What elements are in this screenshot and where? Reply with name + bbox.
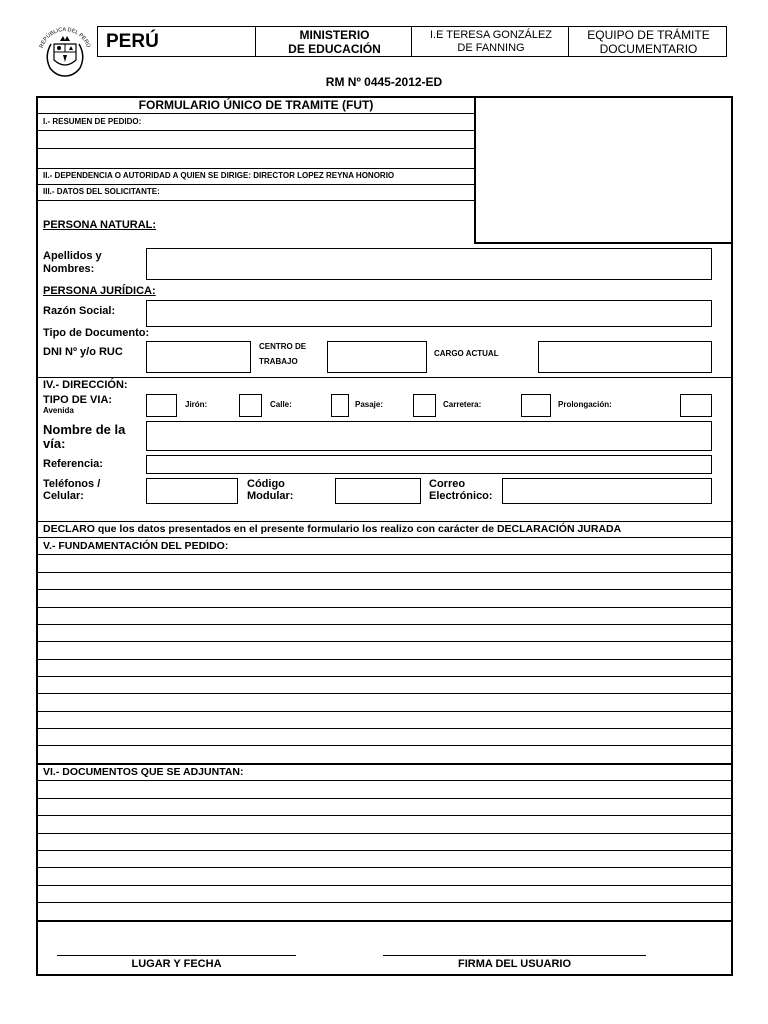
section3-label: III.- DATOS DEL SOLICITANTE: bbox=[43, 187, 160, 196]
apellidos-label-1: Apellidos y bbox=[43, 250, 102, 262]
ministry-line1: MINISTERIO bbox=[299, 28, 370, 42]
svg-text:REPÚBLICA DEL PERÚ: REPÚBLICA DEL PERÚ bbox=[38, 26, 91, 49]
lugar-fecha-label: LUGAR Y FECHA bbox=[131, 958, 222, 970]
writing-line bbox=[38, 711, 731, 712]
photo-box bbox=[474, 96, 733, 244]
razon-social-input[interactable] bbox=[146, 300, 712, 327]
referencia-input[interactable] bbox=[146, 455, 712, 474]
writing-line bbox=[38, 798, 731, 799]
firma-usuario-label: FIRMA DEL USUARIO bbox=[457, 958, 572, 970]
tipo-documento-label: Tipo de Documento: bbox=[43, 327, 150, 339]
telefonos-label-2: Celular: bbox=[43, 490, 84, 502]
writing-line bbox=[38, 624, 731, 625]
via-prolongacion-label: Prolongación: bbox=[558, 400, 612, 409]
apellidos-label-2: Nombres: bbox=[43, 263, 95, 275]
apellidos-nombres-input[interactable] bbox=[146, 248, 712, 280]
writing-line bbox=[38, 867, 731, 868]
via-jiron-checkbox[interactable] bbox=[239, 394, 262, 417]
via-avenida-label: Avenida bbox=[43, 406, 74, 415]
writing-line bbox=[38, 607, 731, 608]
razon-social-label: Razón Social: bbox=[43, 305, 116, 317]
centro-trabajo-label-2: TRABAJO bbox=[259, 357, 298, 366]
via-jiron-label: Jirón: bbox=[185, 400, 208, 409]
ministry-box bbox=[255, 26, 412, 57]
dni-ruc-label: DNI Nº y/o RUC bbox=[43, 346, 123, 358]
school-line1: I.E TERESA GONZÁLEZ bbox=[429, 29, 553, 41]
country-box bbox=[97, 26, 256, 57]
lugar-fecha-line[interactable] bbox=[57, 955, 296, 956]
persona-natural-heading: PERSONA NATURAL: bbox=[43, 219, 157, 231]
section5-label: V.- FUNDAMENTACIÓN DEL PEDIDO: bbox=[43, 540, 229, 552]
team-line2: DOCUMENTARIO bbox=[599, 42, 698, 56]
section2-label: II.- DEPENDENCIA O AUTORIDAD A QUIEN SE DIRIGE: DIRECTOR LOPEZ REYNA HONORIO bbox=[43, 171, 395, 180]
school-line2: DE FANNING bbox=[457, 42, 525, 54]
telefonos-input[interactable] bbox=[146, 478, 238, 504]
via-pasaje-label: Pasaje: bbox=[355, 400, 384, 409]
writing-line bbox=[38, 833, 731, 834]
persona-juridica-heading: PERSONA JURÍDICA: bbox=[43, 285, 156, 297]
dni-ruc-input[interactable] bbox=[146, 341, 251, 373]
referencia-label: Referencia: bbox=[43, 458, 103, 470]
via-calle-checkbox[interactable] bbox=[331, 394, 349, 417]
writing-line bbox=[38, 745, 731, 746]
section1-label: I.- RESUMEN DE PEDIDO: bbox=[43, 117, 142, 126]
writing-line bbox=[38, 850, 731, 851]
correo-electronico-input[interactable] bbox=[502, 478, 712, 504]
writing-line bbox=[38, 902, 731, 903]
correo-label-1: Correo bbox=[429, 478, 466, 490]
via-avenida-checkbox[interactable] bbox=[146, 394, 177, 417]
declaration-text: DECLARO que los datos presentados en el presente formulario los realizo con carácter de DECLARACIÓN JURADA bbox=[43, 523, 622, 535]
telefonos-label-1: Teléfonos / bbox=[43, 478, 101, 490]
correo-label-2: Electrónico: bbox=[429, 490, 493, 502]
school-box bbox=[411, 26, 569, 57]
writing-line bbox=[38, 693, 731, 694]
via-calle-label: Calle: bbox=[270, 400, 292, 409]
writing-line bbox=[38, 676, 731, 677]
peru-coat-of-arms-logo bbox=[36, 24, 94, 80]
writing-line bbox=[38, 641, 731, 642]
via-carretera-label: Carretera: bbox=[443, 400, 482, 409]
country-label: PERÚ bbox=[106, 31, 159, 52]
cargo-actual-input[interactable] bbox=[538, 341, 712, 373]
resolution-number: RM Nº 0445-2012-ED bbox=[325, 75, 443, 89]
nombre-via-label-1: Nombre de la bbox=[43, 422, 126, 437]
nombre-via-input[interactable] bbox=[146, 421, 712, 451]
team-line1: EQUIPO DE TRÁMITE bbox=[587, 28, 710, 42]
ministry-line2: DE EDUCACIÓN bbox=[288, 42, 381, 56]
codigo-modular-label-2: Modular: bbox=[247, 490, 294, 502]
codigo-modular-label-1: Código bbox=[247, 478, 285, 490]
codigo-modular-input[interactable] bbox=[335, 478, 421, 504]
writing-line bbox=[38, 589, 731, 590]
resumen-pedido-field-2[interactable] bbox=[38, 149, 474, 167]
via-pasaje-checkbox[interactable] bbox=[413, 394, 436, 417]
cargo-actual-label: CARGO ACTUAL bbox=[434, 349, 499, 358]
firma-usuario-line[interactable] bbox=[383, 955, 646, 956]
form-title: FORMULARIO ÚNICO DE TRAMITE (FUT) bbox=[138, 98, 374, 112]
section6-label: VI.- DOCUMENTOS QUE SE ADJUNTAN: bbox=[43, 766, 244, 778]
writing-line bbox=[38, 815, 731, 816]
writing-line bbox=[38, 572, 731, 573]
writing-line bbox=[38, 885, 731, 886]
nombre-via-label-2: vía: bbox=[43, 436, 66, 451]
tipo-via-label: TIPO DE VIA: bbox=[43, 394, 113, 406]
via-prolongacion-checkbox[interactable] bbox=[680, 394, 712, 417]
writing-line bbox=[38, 659, 731, 660]
via-carretera-checkbox[interactable] bbox=[521, 394, 551, 417]
centro-trabajo-label-1: CENTRO DE bbox=[259, 342, 307, 351]
section4-label: IV.- DIRECCIÓN: bbox=[43, 379, 128, 391]
writing-line bbox=[38, 728, 731, 729]
resumen-pedido-field[interactable] bbox=[38, 131, 474, 148]
centro-trabajo-input[interactable] bbox=[327, 341, 427, 373]
team-box bbox=[568, 26, 727, 57]
